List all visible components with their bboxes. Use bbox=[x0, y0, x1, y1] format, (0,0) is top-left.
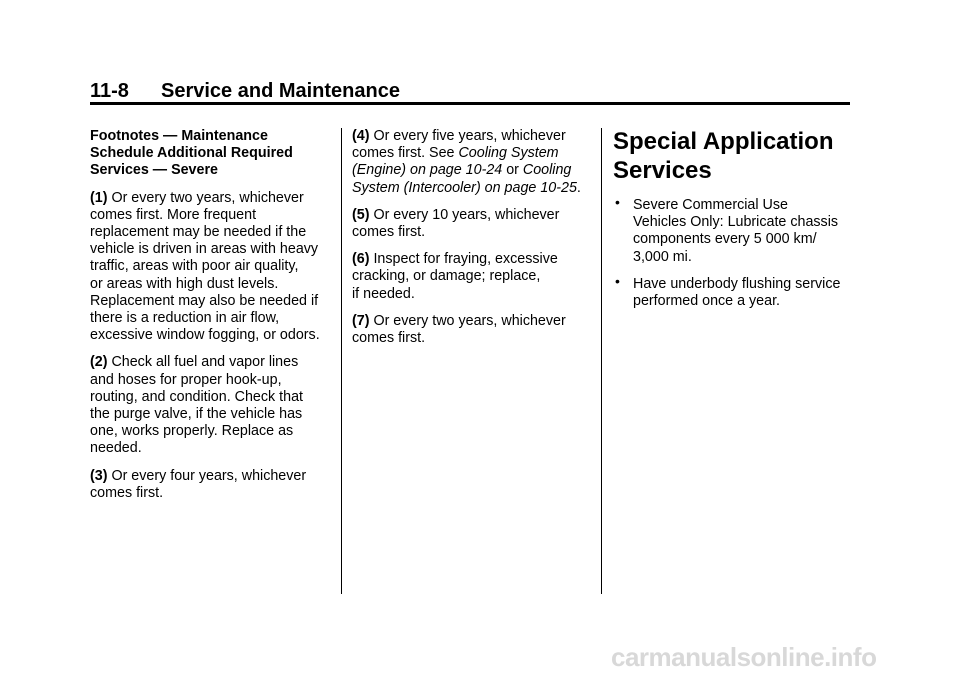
footnote-label: (3) bbox=[90, 467, 108, 484]
footnote-4: (4) Or every five years, whichever comes first. See Cooling System (Engine) on page 10-24 or Cooling System (Intercooler) on page 10-25. bbox=[352, 128, 581, 196]
page-header bbox=[90, 80, 400, 103]
footnote-7: (7) Or every two years, whichever comes first. bbox=[352, 312, 566, 347]
watermark: carmanualsonline.info bbox=[611, 642, 877, 672]
cross-reference-link[interactable]: (Engine) on page 10-24 bbox=[352, 162, 503, 179]
column-right bbox=[613, 128, 853, 320]
footnote-label: (5) bbox=[352, 206, 370, 223]
footnote-label: (6) bbox=[352, 251, 370, 268]
section-title: Service and Maintenance bbox=[161, 80, 400, 102]
cross-reference-link[interactable]: Cooling bbox=[522, 162, 572, 179]
footnote-5: (5) Or every 10 years, whichever comes first. bbox=[352, 206, 560, 241]
footnote-1: (1) Or every two years, whichever comes first. More frequent replacement may be needed if the vehicle is driven in areas with heavy traffic, areas with poor air quality, or areas with high dust levels. Replacement may also be needed if there is a reduction in air flow, excessive window fogging, or odors. bbox=[90, 189, 320, 344]
column-middle bbox=[352, 128, 592, 357]
footnote-6: (6) Inspect for fraying, excessive cracking, or damage; replace, if needed. bbox=[352, 251, 558, 302]
footnote-label: (4) bbox=[352, 128, 370, 144]
page-number: 11-8 bbox=[90, 80, 129, 102]
footnote-label: (2) bbox=[90, 354, 108, 371]
column-divider bbox=[341, 128, 342, 594]
footnotes-heading: Footnotes — Maintenance Schedule Additional Required Services — Severe bbox=[90, 128, 293, 179]
bullet-icon: • bbox=[615, 272, 620, 289]
footnote-label: (7) bbox=[352, 312, 370, 329]
column-divider bbox=[601, 128, 602, 594]
special-application-title: Special Application Services bbox=[613, 128, 834, 184]
column-left bbox=[90, 128, 335, 512]
bullet-item: • Severe Commercial Use Vehicles Only: Lubricate chassis components every 5 000 km/ 3,000 mi. bbox=[615, 194, 839, 265]
footnote-3: (3) Or every four years, whichever comes first. bbox=[90, 467, 307, 501]
cross-reference-link[interactable]: Cooling System bbox=[458, 145, 559, 162]
footnote-2: (2) Check all fuel and vapor lines and hoses for proper hook-up, routing, and condition. Check that the purge valve, if the vehicle has one, works properly. Replace as needed. bbox=[90, 354, 304, 457]
cross-reference-link[interactable]: System (Intercooler) on page 10-25 bbox=[352, 179, 577, 196]
header-rule bbox=[90, 102, 850, 105]
bullet-icon: • bbox=[615, 194, 620, 210]
bullet-item: • Have underbody flushing service performed once a year. bbox=[615, 272, 841, 310]
footnote-label: (1) bbox=[90, 189, 108, 206]
